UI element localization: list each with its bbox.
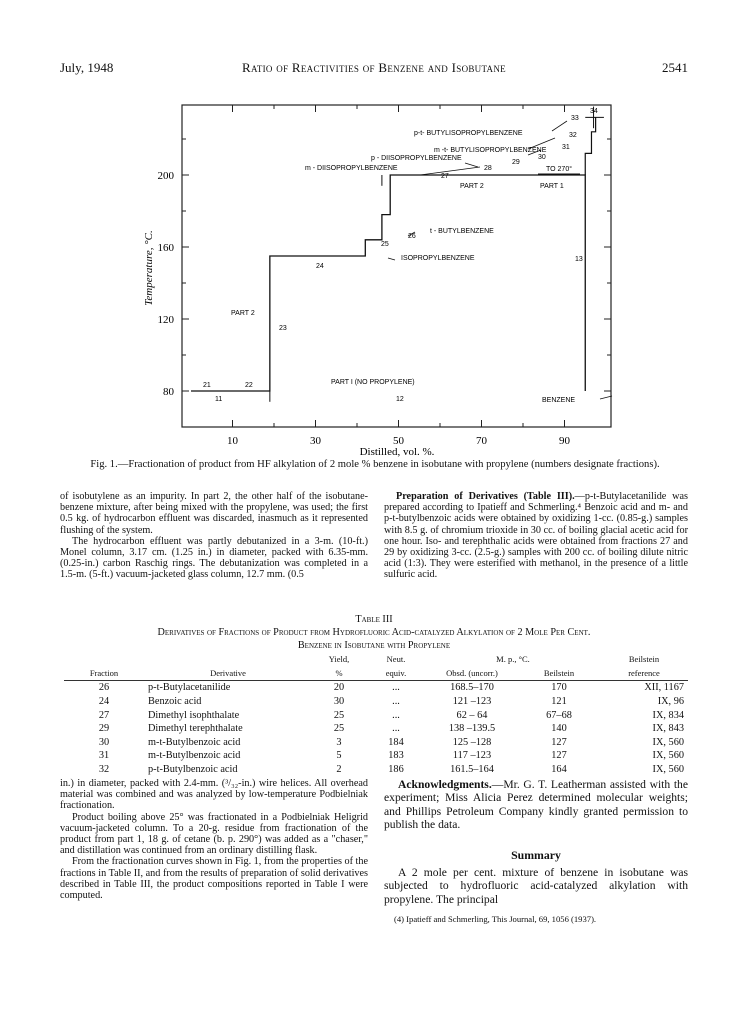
label-benzene: BENZENE — [542, 397, 576, 404]
page-number: 2541 — [662, 60, 688, 75]
left-column-top — [60, 491, 368, 581]
table-cell: 30 — [333, 696, 345, 708]
col-header-mp: M. p., °C. — [496, 654, 530, 665]
fraction-number: 30 — [538, 154, 546, 161]
table-cell: 67–68 — [546, 709, 572, 721]
y-tick-label: 120 — [157, 314, 174, 326]
acknowledgments — [384, 778, 688, 832]
section-heading: Preparation of Derivatives (Table III). — [396, 491, 575, 502]
table-row — [64, 695, 688, 709]
table-cell: 25 — [333, 723, 345, 735]
leader-line — [420, 167, 480, 175]
fraction-number: 31 — [562, 144, 570, 151]
fraction-number: 26 — [408, 233, 416, 240]
table-cell: 20 — [333, 682, 345, 694]
table-cell: ... — [392, 709, 400, 721]
table-cell: 121 –123 — [452, 696, 492, 708]
table-cell: 186 — [388, 764, 404, 776]
table-cell: IX, 560 — [652, 764, 684, 776]
label-isopropylbenzene: ISOPROPYLBENZENE — [401, 255, 475, 262]
x-tick-label: 70 — [476, 435, 487, 447]
label-t-butylbenzene: t - BUTYLBENZENE — [430, 228, 494, 235]
table-subtitle: Benzene in Isobutane with Propylene — [297, 640, 451, 651]
table-cell: 127 — [551, 750, 567, 762]
table-title: Derivatives of Fractions of Product from Hydrofluoric Acid-catalyzed Alkylation of 2 Mole Per Cent. — [157, 627, 591, 638]
paragraph: Product boiling above 25° was fractionated in a Podbielniak Heligrid vacuum-jacketed column. To a 20-g. residue from fractionation of the product from part 1, 18 g. of cetane (b. p. 290°) was added as a "chaser," and distillation was continued from an ordinary distilling flask. — [60, 811, 368, 857]
table-cell: 25 — [333, 709, 345, 721]
fraction-number: 32 — [569, 132, 577, 139]
y-tick-label: 160 — [157, 242, 174, 254]
table-cell: 164 — [551, 764, 567, 776]
col-header-fraction: Fraction — [89, 667, 119, 678]
leader-line — [388, 258, 395, 260]
table-cell: 138 –139.5 — [448, 723, 496, 735]
table-cell: 29 — [98, 723, 110, 735]
table-cell: ... — [392, 696, 400, 708]
x-tick-label: 30 — [310, 435, 321, 447]
fractionation-curve-top — [585, 117, 595, 175]
table-cell: IX, 834 — [652, 709, 684, 721]
right-column-top — [384, 491, 688, 581]
label-m-tbip: m -t- BUTYLISOPROPYLBENZENE — [434, 147, 547, 154]
table-cell: 30 — [98, 736, 110, 748]
col-header-beilref: Beilstein — [628, 654, 660, 665]
y-tick-label: 80 — [163, 386, 174, 398]
table-cell: 24 — [98, 696, 110, 708]
fraction-number: 34 — [590, 108, 598, 115]
table-cell: 26 — [98, 682, 110, 694]
fraction-number: 11 — [215, 396, 223, 403]
table-row — [64, 736, 688, 750]
table-cell: p-t-Butylbenzoic acid — [148, 764, 238, 776]
label-to-270: TO 270° — [546, 166, 573, 173]
table-cell: 121 — [551, 696, 567, 708]
table-cell: 31 — [98, 750, 110, 762]
fraction-number: 21 — [203, 382, 211, 389]
table-cell: m-t-Butylbenzoic acid — [148, 750, 241, 762]
paragraph: in.) in diameter, packed with 2.4-mm. (³/₃₂-in.) wire helices. All overhead material was combined and was analyzed by low-temperature Podbielniak fractionation. — [60, 778, 368, 812]
label-part2-lower: PART 2 — [231, 310, 255, 317]
ack-heading: Acknowledgments. — [398, 778, 492, 791]
label-p-dip: p - DIISOPROPYLBENZENE — [371, 155, 462, 162]
x-tick-label: 50 — [393, 435, 404, 447]
label-part2: PART 2 — [460, 183, 484, 190]
table-row — [64, 749, 688, 763]
fractionation-curve — [191, 175, 585, 391]
table-cell: ... — [392, 682, 400, 694]
table-cell: ... — [392, 723, 400, 735]
paragraph: The hydrocarbon effluent was partly debutanized in a 3-m. (10-ft.) Monel column, 3.17 cm. (1.25 in.) in diameter, packed with 6.35-mm. (0.25-in.) carbon Raschig rings. The debutanization was completed in a 1.5-m. (5-ft.) vacuum-jacketed glass column, 12.7 mm. (0.5 — [60, 535, 368, 581]
table-cell: 62 – 64 — [456, 709, 488, 721]
table-cell: 170 — [551, 682, 567, 694]
table-cell: 32 — [98, 764, 110, 776]
col-header-neut: Neut. — [386, 654, 406, 665]
table-cell: IX, 843 — [652, 723, 684, 735]
col-header-yield: Yield, — [328, 654, 350, 665]
col-header-beil: Beilstein — [543, 667, 575, 678]
table-cell: 184 — [388, 736, 404, 748]
table-row — [64, 763, 688, 777]
table-label: Table III — [355, 614, 393, 625]
table-cell: 125 –128 — [452, 736, 492, 748]
fraction-number: 23 — [279, 325, 287, 332]
table-cell: 2 — [336, 764, 342, 776]
table-cell: 161.5–164 — [450, 764, 494, 776]
paragraph: —p-t-Butylacetanilide was prepared according to Ipatieff and Schmerling.⁴ Benzoic acid and m- and p-t-butylbenzoic acids were obtained by oxidizing 1-cc. (0.85-g.) samples with 8.5 g. of chromium trioxide in 30 cc. of boiling glacial acetic acid for one hour. Iso- and terephthalic acids were obtained from fractions 27 and 29 by oxidizing 3-cc. (2.5-g.) samples with 200 cc. of boiling dilute nitric acid (1:3). They were esterified with methanol, in the presence of a little sulfuric acid. — [384, 491, 688, 581]
table-row — [64, 722, 688, 736]
table-cell: 5 — [336, 750, 342, 762]
table-cell: 117 –123 — [452, 750, 492, 762]
label-p-tbip: p-t- BUTYLISOPROPYLBENZENE — [414, 130, 523, 137]
table-cell: IX, 560 — [652, 736, 684, 748]
table-cell: 140 — [551, 723, 567, 735]
fraction-number: 25 — [381, 241, 389, 248]
table-row — [64, 708, 688, 722]
fraction-number: 27 — [441, 173, 449, 180]
y-axis-label: Temperature, °C. — [143, 230, 155, 306]
label-part1: PART 1 — [540, 183, 564, 190]
table-cell: Dimethyl terephthalate — [148, 723, 243, 735]
table-cell: 3 — [336, 736, 342, 748]
label-part1-lower: PART I (NO PROPYLENE) — [331, 379, 415, 386]
x-tick-label: 10 — [227, 435, 238, 447]
fraction-number: 13 — [575, 256, 583, 263]
table-cell: Dimethyl isophthalate — [148, 709, 240, 721]
table-cell: IX, 96 — [657, 696, 684, 708]
figure-caption: Fig. 1.—Fractionation of product from HF alkylation of 2 mole % benzene in isobutane with propylene (numbers designate fractions). — [90, 459, 660, 470]
fraction-number: 12 — [396, 396, 404, 403]
footnote: (4) Ipatieff and Schmerling, This Journal, 69, 1056 (1937). — [394, 914, 597, 924]
table-cell: 27 — [98, 709, 110, 721]
paragraph: of isobutylene as an impurity. In part 2, the other half of the isobutane-benzene mixture, after being mixed with the propylene, was used; the first 0.5 kg. of hydrocarbon effluent was discarded, inasmuch as it represented flushing of the system. — [60, 491, 368, 536]
label-m-dip: m - DIISOPROPYLBENZENE — [305, 165, 398, 172]
col-header-neut-equiv: equiv. — [385, 667, 407, 678]
running-title: Ratio of Reactivities of Benzene and Isobutane — [242, 60, 506, 75]
table-row — [64, 681, 688, 695]
col-header-yield-unit: % — [335, 667, 343, 678]
x-axis-label: Distilled, vol. %. — [359, 446, 435, 458]
table-cell: 127 — [551, 736, 567, 748]
derivatives-table — [64, 653, 688, 776]
fraction-number: 24 — [316, 263, 324, 270]
table-cell: p-t-Butylacetanilide — [148, 682, 231, 694]
fraction-number: 29 — [512, 159, 520, 166]
table-cell: XII, 1167 — [644, 682, 684, 694]
col-header-beilref2: reference — [628, 667, 660, 678]
leader-line — [552, 121, 567, 131]
fraction-number: 28 — [484, 165, 492, 172]
fraction-number: 33 — [571, 115, 579, 122]
paragraph: From the fractionation curves shown in Fig. 1, from the properties of the fractions in Table II, and from the results of preparation of solid derivatives described in Table III, the product compositions reported in Table I were computed. — [60, 856, 368, 902]
table-cell: 183 — [388, 750, 404, 762]
x-tick-label: 90 — [559, 435, 570, 447]
table-cell: Benzoic acid — [148, 696, 202, 708]
table-cell: IX, 560 — [652, 750, 684, 762]
fraction-number: 22 — [245, 382, 253, 389]
col-header-derivative: Derivative — [210, 667, 246, 678]
summary-text: A 2 mole per cent. mixture of benzene in isobutane was subjected to hydrofluoric acid-catalyzed alkylation with propylene. The principal — [384, 866, 688, 906]
ack-text: —Mr. G. T. Leatherman assisted with the experiment; Miss Alicia Perez determined molecular weights; and Phillips Petroleum Company kindly granted permission to publish the data. — [384, 778, 688, 832]
table-cell: m-t-Butylbenzoic acid — [148, 736, 241, 748]
summary-heading: Summary — [511, 848, 561, 862]
leader-line — [465, 163, 478, 167]
leader-line — [600, 396, 612, 399]
running-date: July, 1948 — [60, 60, 114, 75]
fractionation-chart — [0, 0, 748, 460]
table-cell: 168.5–170 — [450, 682, 494, 694]
y-tick-label: 200 — [157, 170, 174, 182]
left-column-bottom — [60, 778, 368, 901]
col-header-obsd: Obsd. (uncorr.) — [446, 667, 498, 678]
